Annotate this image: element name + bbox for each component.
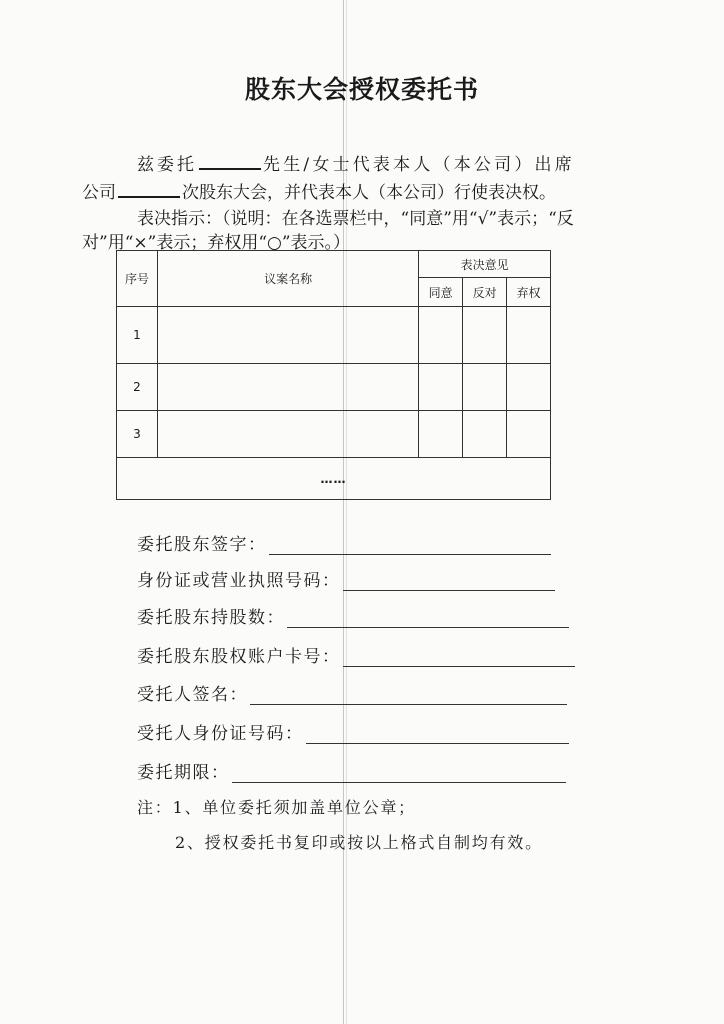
note-1: 注：1、单位委托须加盖单位公章； [137, 798, 416, 817]
document-title: 股东大会授权委托书 [244, 75, 479, 104]
intro-company-text: 公司 [82, 183, 116, 203]
row-number: 1 [117, 307, 158, 364]
id-license-number-line[interactable] [343, 576, 555, 591]
oppose-cell[interactable] [463, 307, 507, 364]
proxy-signature-line[interactable] [250, 690, 567, 705]
header-agree: 同意 [419, 278, 463, 307]
proposal-name-cell[interactable] [157, 364, 418, 411]
note-2: 2、授权委托书复印或按以上格式自制均有效。 [175, 833, 543, 852]
field-label: 委托股东签字： [137, 535, 267, 555]
row-number: 2 [117, 364, 158, 411]
row-number: 3 [117, 411, 158, 458]
field-label: 受托人身份证号码： [137, 724, 304, 744]
shares-held-line[interactable] [287, 613, 569, 628]
header-vote-opinion: 表决意见 [419, 251, 551, 278]
field-label: 委托股东股权账户卡号： [137, 647, 341, 667]
table-row [117, 307, 551, 364]
proxy-id-number-line[interactable] [306, 729, 569, 744]
entrust-term-line[interactable] [232, 768, 566, 783]
table-row [117, 364, 551, 411]
intro-line-4: 对”用“×”表示；弃权用“○”表示。） [82, 233, 351, 253]
header-oppose: 反对 [463, 278, 507, 307]
signature-field-shares-held [137, 603, 569, 628]
table-row-ellipsis [117, 458, 551, 500]
intro-line-3: 表决指示：（说明：在各选票栏中，“同意”用“√”表示；“反 [137, 209, 574, 229]
intro-attend-text: 先生/女士代表本人（本公司）出席 [263, 155, 575, 175]
table-row [117, 411, 551, 458]
agree-cell[interactable] [419, 411, 463, 458]
signature-field-term [137, 758, 566, 783]
intro-entrust-text: 兹委托 [137, 155, 197, 175]
intro-meeting-text: 次股东大会，并代表本人（本公司）行使表决权。 [182, 183, 556, 203]
signature-field-proxy-id [137, 719, 569, 744]
header-abstain: 弃权 [507, 278, 551, 307]
shareholder-signature-line[interactable] [269, 540, 551, 555]
account-card-number-line[interactable] [343, 652, 575, 667]
header-proposal-name: 议案名称 [157, 251, 418, 307]
header-serial: 序号 [117, 251, 158, 307]
meeting-number-blank [118, 182, 180, 198]
oppose-cell[interactable] [463, 364, 507, 411]
field-label: 委托股东持股数： [137, 608, 285, 628]
signature-field-proxy [137, 680, 567, 705]
signature-field-account-card [137, 642, 575, 667]
agree-cell[interactable] [419, 307, 463, 364]
field-label: 受托人签名： [137, 685, 248, 705]
abstain-cell[interactable] [507, 411, 551, 458]
agree-cell[interactable] [419, 364, 463, 411]
abstain-cell[interactable] [507, 364, 551, 411]
intro-line-1 [137, 150, 575, 175]
intro-line-2 [82, 178, 556, 203]
field-label: 委托期限： [137, 763, 230, 783]
abstain-cell[interactable] [507, 307, 551, 364]
proxy-name-blank [199, 154, 261, 170]
signature-field-id-license [137, 566, 555, 591]
more-rows-ellipsis: …… [117, 458, 551, 500]
proposal-name-cell[interactable] [157, 411, 418, 458]
field-label: 身份证或营业执照号码： [137, 571, 341, 591]
proposal-name-cell[interactable] [157, 307, 418, 364]
oppose-cell[interactable] [463, 411, 507, 458]
voting-table [116, 250, 551, 500]
signature-field-shareholder [137, 530, 551, 555]
